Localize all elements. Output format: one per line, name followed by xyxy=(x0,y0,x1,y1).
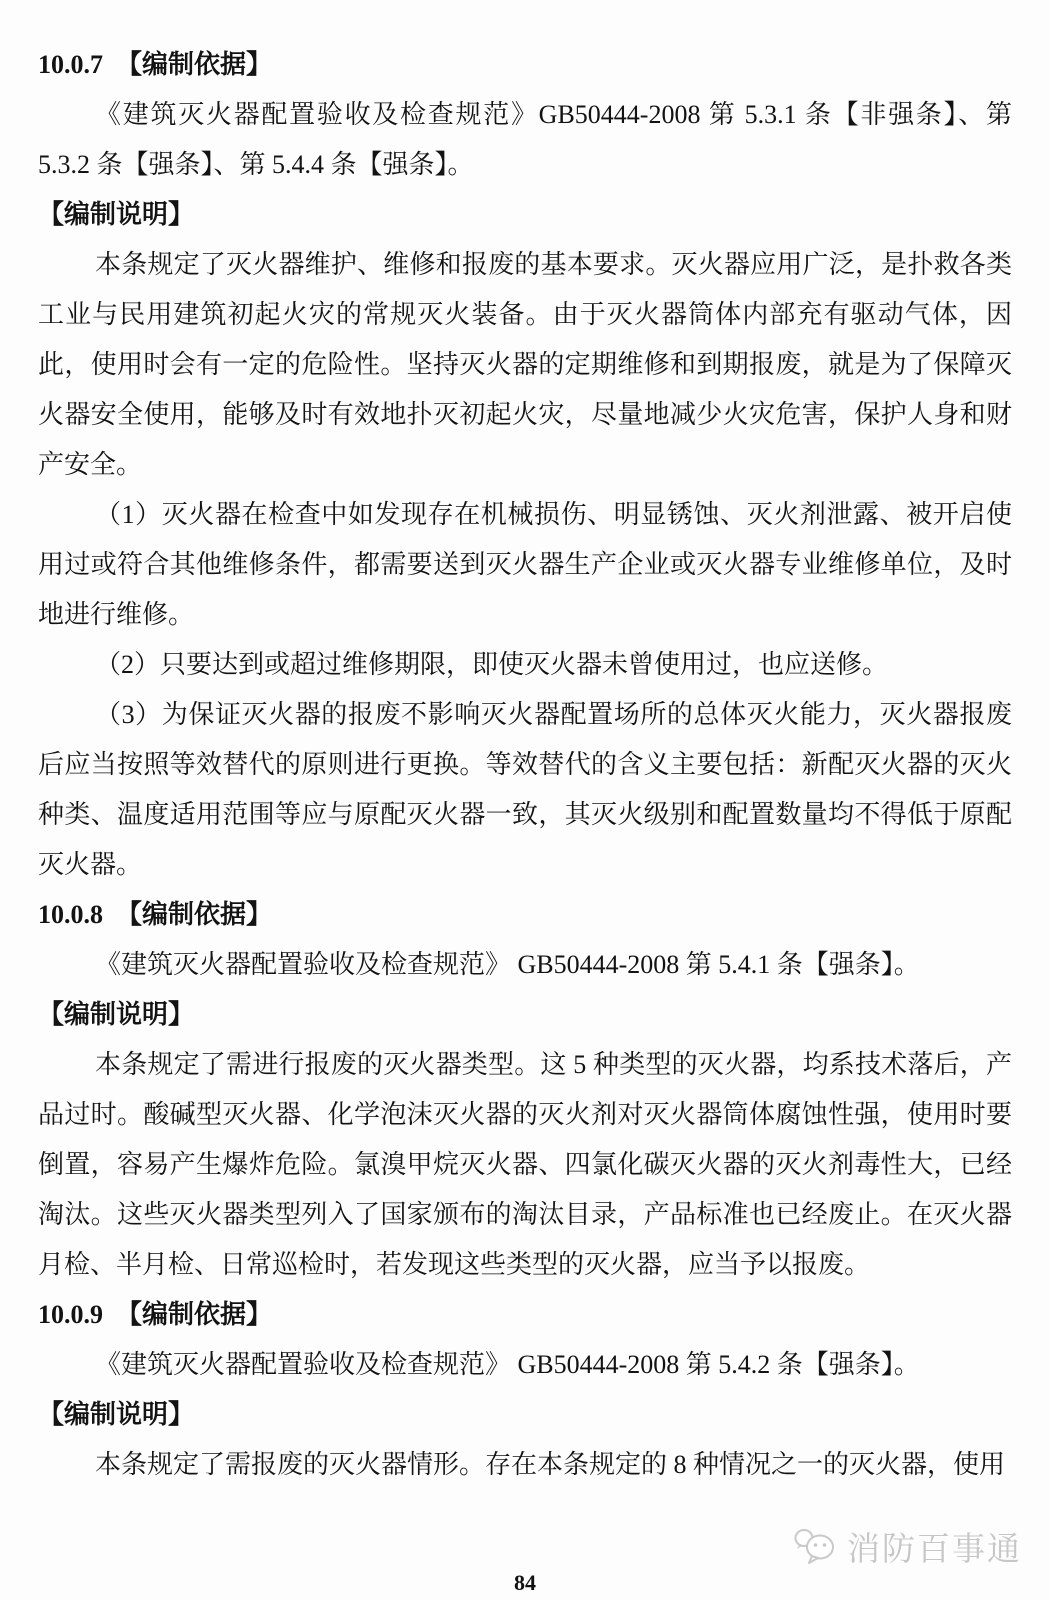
section-heading: 【编制说明】 xyxy=(38,200,195,229)
paragraph: （2）只要达到或超过维修期限，即使灭火器未曾使用过，也应送修。 xyxy=(95,650,889,679)
paragraph: 本条规定了需报废的灭火器情形。存在本条规定的 8 种情况之一的灭火器，使用 xyxy=(95,1450,1006,1479)
paragraph: 《建筑灭火器配置验收及检查规范》 GB50444-2008 第 5.4.1 条【强条】。 xyxy=(95,950,920,979)
paragraph: 《建筑灭火器配置验收及检查规范》 GB50444-2008 第 5.4.2 条【强条】。 xyxy=(95,1350,920,1379)
section-heading: 【编制说明】 xyxy=(38,1000,195,1029)
chat-bubbles-icon xyxy=(793,1527,839,1567)
document-body xyxy=(38,40,1012,1490)
paragraph: 本条规定了灭火器维护、维修和报废的基本要求。灭火器应用广泛，是扑救各类工业与民用建筑初起火灾的常规灭火装备。由于灭火器筒体内部充有驱动气体，因此，使用时会有一定的危险性。坚持灭火器的定期维修和到期报废，就是为了保障灭火器安全使用，能够及时有效地扑灭初起火灾，尽量地减少火灾危害，保护人身和财产安全。 xyxy=(38,250,1012,479)
page-number: 84 xyxy=(514,1570,536,1595)
section-heading: 10.0.9 【编制依据】 xyxy=(38,1300,273,1329)
footer-watermark xyxy=(793,1523,1022,1570)
section-heading: 【编制说明】 xyxy=(38,1400,195,1429)
paragraph: （3）为保证灭火器的报废不影响灭火器配置场所的总体灭火能力，灭火器报废后应当按照等效替代的原则进行更换。等效替代的含义主要包括：新配灭火器的灭火种类、温度适用范围等应与原配灭火器一致，其灭火级别和配置数量均不得低于原配灭火器。 xyxy=(38,700,1012,879)
section-heading: 10.0.7 【编制依据】 xyxy=(38,50,273,79)
paragraph: （1）灭火器在检查中如发现存在机械损伤、明显锈蚀、灭火剂泄露、被开启使用过或符合其他维修条件，都需要送到灭火器生产企业或灭火器专业维修单位，及时地进行维修。 xyxy=(38,500,1012,629)
paragraph: 《建筑灭火器配置验收及检查规范》GB50444-2008 第 5.3.1 条【非强条】、第 5.3.2 条【强条】、第 5.4.4 条【强条】。 xyxy=(38,100,1012,179)
watermark-text: 消防百事通 xyxy=(847,1530,1022,1567)
paragraph: 本条规定了需进行报废的灭火器类型。这 5 种类型的灭火器，均系技术落后，产品过时。酸碱型灭火器、化学泡沫灭火器的灭火剂对灭火器筒体腐蚀性强，使用时要倒置，容易产生爆炸危险。氯溴甲烷灭火器、四氯化碳灭火器的灭火剂毒性大，已经淘汰。这些灭火器类型列入了国家颁布的淘汰目录，产品标准也已经废止。在灭火器月检、半月检、日常巡检时，若发现这些类型的灭火器，应当予以报废。 xyxy=(38,1050,1012,1279)
section-heading: 10.0.8 【编制依据】 xyxy=(38,900,273,929)
